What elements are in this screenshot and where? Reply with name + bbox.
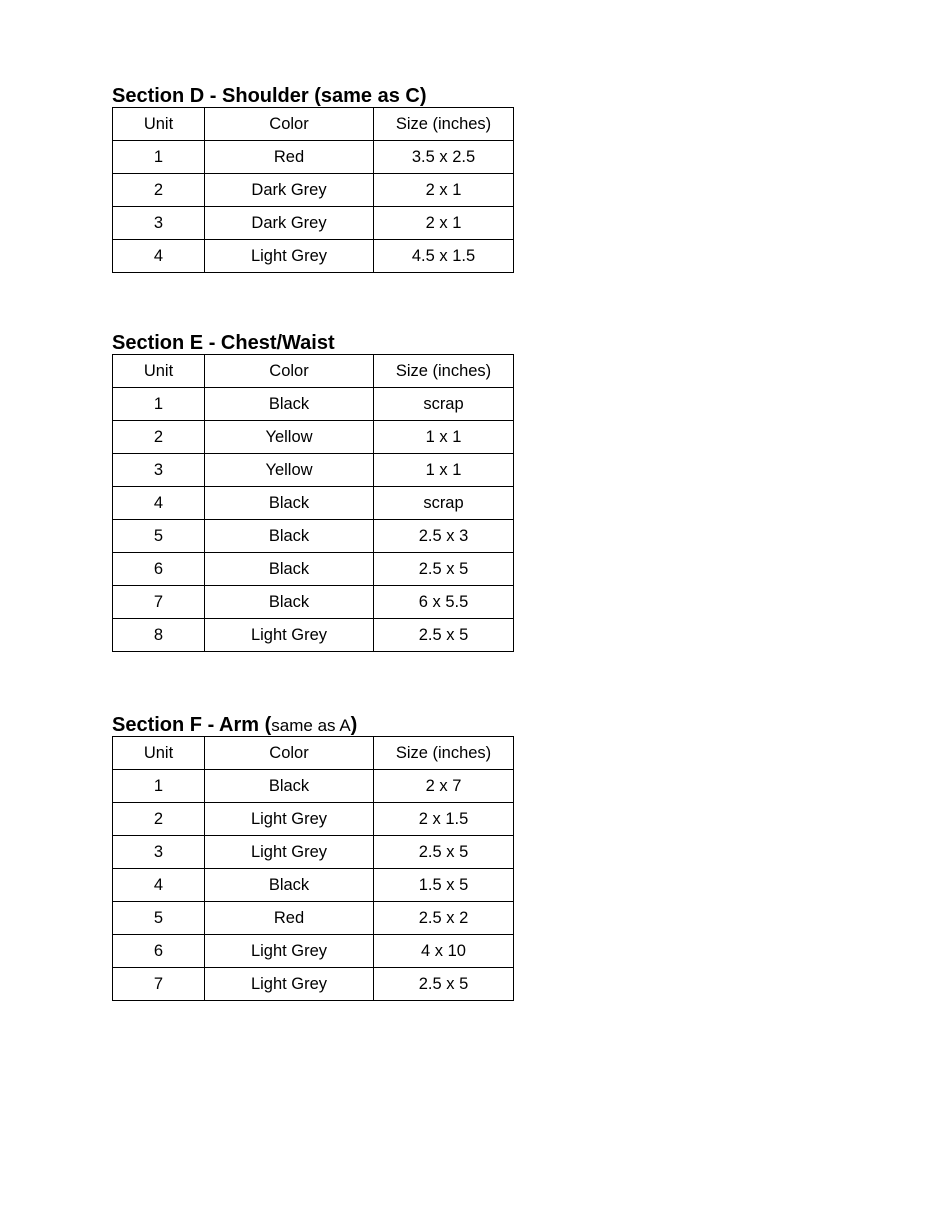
table-header-row (113, 355, 514, 388)
color-cell: Black (205, 770, 374, 803)
unit-cell: 1 (113, 141, 205, 174)
color-cell: Black (205, 388, 374, 421)
color-cell: Dark Grey (205, 207, 374, 240)
section-title: Section F - Arm (same as A) (112, 714, 358, 736)
unit-cell: 6 (113, 935, 205, 968)
unit-cell: 2 (113, 174, 205, 207)
color-header: Color (205, 737, 374, 770)
table-row (113, 454, 514, 487)
unit-cell: 2 (113, 421, 205, 454)
unit-cell: 4 (113, 240, 205, 273)
size-cell: 2.5 x 2 (374, 902, 514, 935)
table-row (113, 141, 514, 174)
section-title-note: same as A (271, 716, 351, 735)
unit-cell: 4 (113, 869, 205, 902)
size-cell: scrap (374, 388, 514, 421)
table-row (113, 770, 514, 803)
color-cell: Black (205, 553, 374, 586)
size-cell: 2.5 x 3 (374, 520, 514, 553)
color-cell: Light Grey (205, 803, 374, 836)
unit-cell: 5 (113, 902, 205, 935)
table-row (113, 487, 514, 520)
color-cell: Dark Grey (205, 174, 374, 207)
table-row (113, 520, 514, 553)
size-cell: 4 x 10 (374, 935, 514, 968)
size-cell: 2 x 1 (374, 207, 514, 240)
table-row (113, 803, 514, 836)
table-row (113, 240, 514, 273)
size-header: Size (inches) (374, 737, 514, 770)
section-f (112, 714, 514, 1001)
size-cell: 1 x 1 (374, 454, 514, 487)
table-row (113, 388, 514, 421)
color-cell: Red (205, 902, 374, 935)
size-cell: 3.5 x 2.5 (374, 141, 514, 174)
parts-table (112, 736, 514, 1001)
color-cell: Yellow (205, 454, 374, 487)
size-cell: 1.5 x 5 (374, 869, 514, 902)
unit-cell: 3 (113, 207, 205, 240)
size-cell: scrap (374, 487, 514, 520)
color-cell: Light Grey (205, 935, 374, 968)
table-row (113, 207, 514, 240)
unit-cell: 6 (113, 553, 205, 586)
table-row (113, 174, 514, 207)
size-cell: 6 x 5.5 (374, 586, 514, 619)
color-cell: Light Grey (205, 836, 374, 869)
unit-cell: 3 (113, 454, 205, 487)
unit-cell: 3 (113, 836, 205, 869)
color-cell: Light Grey (205, 619, 374, 652)
table-row (113, 553, 514, 586)
color-header: Color (205, 355, 374, 388)
color-header: Color (205, 108, 374, 141)
size-header: Size (inches) (374, 355, 514, 388)
color-cell: Light Grey (205, 240, 374, 273)
table-row (113, 902, 514, 935)
size-cell: 2.5 x 5 (374, 553, 514, 586)
table-row (113, 619, 514, 652)
unit-cell: 1 (113, 770, 205, 803)
section-title: Section E - Chest/Waist (112, 332, 335, 354)
table-row (113, 836, 514, 869)
color-cell: Black (205, 869, 374, 902)
unit-cell: 2 (113, 803, 205, 836)
size-cell: 2 x 1.5 (374, 803, 514, 836)
table-header-row (113, 737, 514, 770)
size-cell: 2 x 1 (374, 174, 514, 207)
unit-cell: 7 (113, 586, 205, 619)
section-title: Section D - Shoulder (same as C) (112, 85, 427, 107)
parts-table (112, 107, 514, 273)
unit-cell: 7 (113, 968, 205, 1001)
table-row (113, 421, 514, 454)
color-cell: Black (205, 520, 374, 553)
section-e (112, 332, 514, 652)
color-cell: Red (205, 141, 374, 174)
table-header-row (113, 108, 514, 141)
size-cell: 2 x 7 (374, 770, 514, 803)
table-row (113, 968, 514, 1001)
table-row (113, 869, 514, 902)
size-cell: 2.5 x 5 (374, 619, 514, 652)
unit-header: Unit (113, 355, 205, 388)
unit-cell: 8 (113, 619, 205, 652)
color-cell: Black (205, 586, 374, 619)
table-row (113, 935, 514, 968)
table-row (113, 586, 514, 619)
color-cell: Yellow (205, 421, 374, 454)
unit-cell: 4 (113, 487, 205, 520)
size-cell: 2.5 x 5 (374, 968, 514, 1001)
unit-cell: 5 (113, 520, 205, 553)
parts-table (112, 354, 514, 652)
section-d (112, 85, 514, 273)
color-cell: Black (205, 487, 374, 520)
size-cell: 4.5 x 1.5 (374, 240, 514, 273)
size-header: Size (inches) (374, 108, 514, 141)
unit-header: Unit (113, 737, 205, 770)
size-cell: 1 x 1 (374, 421, 514, 454)
color-cell: Light Grey (205, 968, 374, 1001)
size-cell: 2.5 x 5 (374, 836, 514, 869)
unit-header: Unit (113, 108, 205, 141)
unit-cell: 1 (113, 388, 205, 421)
